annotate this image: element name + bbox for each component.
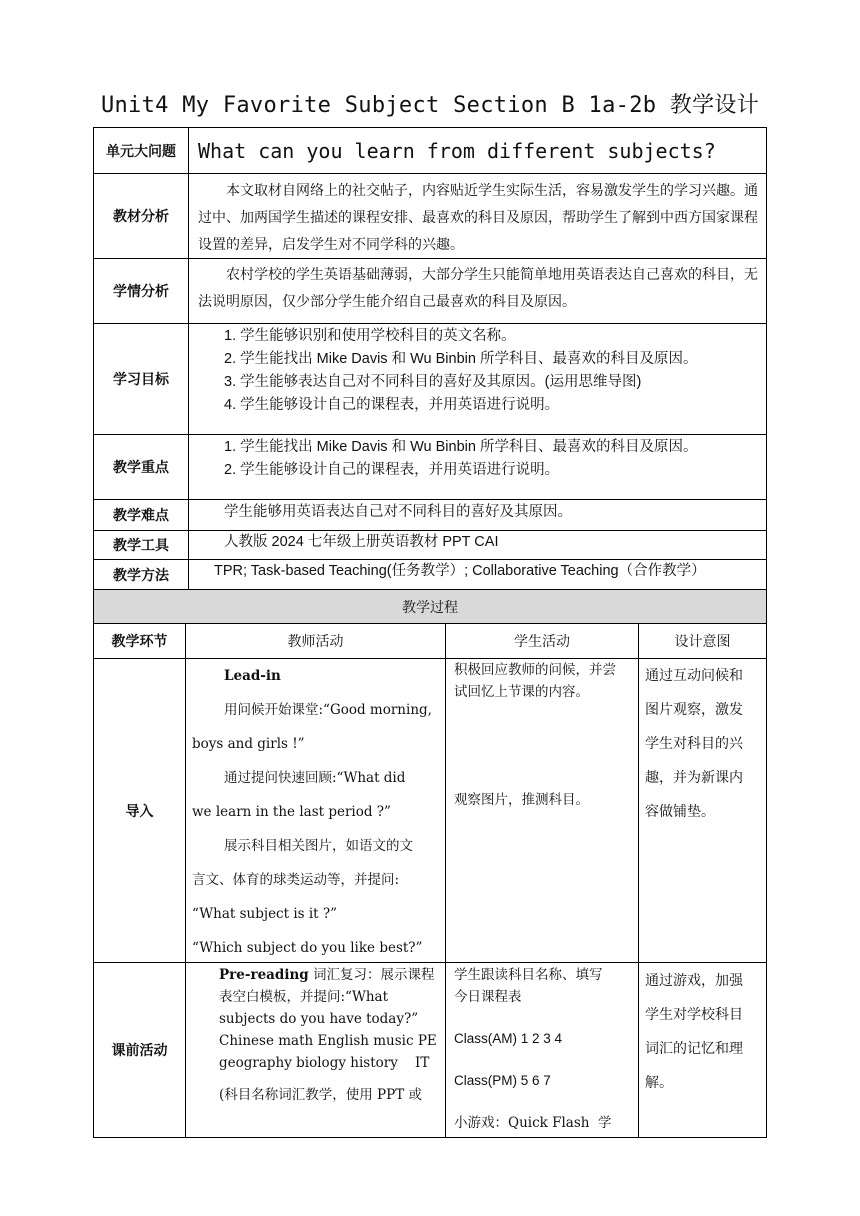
objectives-label: 学习目标: [93, 323, 189, 435]
student-analysis-label: 学情分析: [93, 258, 189, 324]
intent-line: 通过游戏，加强: [645, 973, 743, 989]
intent-line: 图片观察，激发: [645, 702, 743, 718]
intent-line: 学生对学校科目: [645, 1007, 743, 1023]
stage-pre-class: 课前活动: [93, 962, 186, 1138]
student-line: 学生跟读科目名称、填写: [454, 967, 603, 983]
column-header-intent: 设计意图: [638, 623, 767, 659]
teacher-line: Chinese math English music PE: [219, 1033, 437, 1049]
intent-line: 趣，并为新课内: [645, 770, 743, 786]
student-analysis-cell: [188, 258, 767, 324]
objective-item: 4. 学生能够设计自己的课程表，并用英语进行说明。: [224, 397, 560, 413]
intent-line: 通过互动问候和: [645, 668, 743, 684]
teacher-line: 展示科目相关图片，如语文的文: [224, 838, 413, 854]
student-line-game: 小游戏：Quick Flash 学: [454, 1115, 612, 1131]
objectives-cell: [188, 323, 767, 435]
intent-line: 词汇的记忆和理: [645, 1041, 743, 1057]
key-points-label: 教学重点: [93, 434, 189, 500]
pre-reading-tail: 词汇复习：展示课程: [308, 967, 435, 983]
objective-item: 1. 学生能够识别和使用学校科目的英文名称。: [224, 328, 516, 344]
key-point-item: 2. 学生能够设计自己的课程表，并用英语进行说明。: [224, 462, 560, 478]
lead-in-heading: Lead-in: [224, 668, 281, 684]
teacher-line: geography biology history IT: [219, 1055, 430, 1071]
teacher-line: boys and girls !”: [192, 736, 305, 752]
material-analysis-label: 教材分析: [93, 173, 189, 259]
intent-line: 解。: [645, 1075, 673, 1091]
tools-cell: [188, 530, 767, 560]
tools-text: 人教版 2024 七年级上册英语教材 PPT CAI: [224, 534, 499, 550]
methods-cell: [188, 559, 767, 590]
pre-reading-heading: Pre-reading: [219, 967, 309, 983]
objective-item: 2. 学生能找出 Mike Davis 和 Wu Binbin 所学科目、最喜欢的科目及原因。: [224, 351, 698, 367]
teacher-line: subjects do you have today?”: [219, 1011, 419, 1027]
objective-item: 3. 学生能够表达自己对不同科目的喜好及其原因。(运用思维导图): [224, 374, 642, 390]
column-header-teacher: 教师活动: [185, 623, 446, 659]
material-analysis-cell: [188, 173, 767, 259]
difficulty-text: 学生能够用英语表达自己对不同科目的喜好及其原因。: [224, 504, 572, 520]
intent-line: 学生对科目的兴: [645, 736, 743, 752]
unit-question-value: What can you learn from different subjects?: [188, 127, 767, 174]
teacher-line: 通过提问快速回顾:“What did: [224, 770, 406, 786]
column-header-student: 学生活动: [445, 623, 639, 659]
teacher-activity-pre-class: [185, 962, 446, 1138]
unit-question-label: 单元大问题: [93, 127, 189, 174]
intent-pre-class: [638, 962, 767, 1138]
student-activity-pre-class: [445, 962, 639, 1138]
teacher-line: (科目名称词汇教学，使用 PPT 或: [219, 1087, 423, 1103]
intent-lead-in: [638, 658, 767, 963]
difficulty-label: 教学难点: [93, 499, 189, 531]
student-line: 积极回应教师的问候，并尝: [454, 662, 616, 678]
tools-label: 教学工具: [93, 530, 189, 560]
teacher-line: “What subject is it ?”: [192, 906, 338, 922]
difficulty-cell: [188, 499, 767, 531]
student-analysis-text: 农村学校的学生英语基础薄弱，大部分学生只能简单地用英语表达自己喜欢的科目，无法说明原因，仅少部分学生能介绍自己最喜欢的科目及原因。: [198, 267, 758, 310]
student-line: 今日课程表: [454, 989, 522, 1005]
student-line-pm: Class(PM) 5 6 7: [454, 1073, 551, 1088]
column-header-stage: 教学环节: [93, 623, 186, 659]
teacher-line: 表空白模板，并提问:“What: [219, 989, 388, 1005]
process-header: 教学过程: [93, 589, 767, 624]
teacher-line: 用问候开始课堂:“Good morning,: [224, 702, 432, 718]
student-line: 试回忆上节课的内容。: [454, 684, 589, 700]
teacher-line: “Which subject do you like best?”: [192, 940, 423, 956]
stage-lead-in: 导入: [93, 658, 186, 963]
material-analysis-text: 本文取材自网络上的社交帖子，内容贴近学生实际生活，容易激发学生的学习兴趣。通过中、加两国学生描述的课程安排、最喜欢的科目及原因，帮助学生了解到中西方国家课程设置的差异，启发学生对不同学科的兴趣。: [198, 183, 758, 253]
methods-text: TPR; Task-based Teaching(任务教学）; Collaborative Teaching（合作教学）: [214, 563, 706, 579]
student-line: 观察图片，推测科目。: [454, 792, 589, 808]
page-title: Unit4 My Favorite Subject Section B 1a-2b 教学设计: [100, 93, 760, 118]
teacher-line: we learn in the last period ?”: [192, 804, 391, 820]
key-point-item: 1. 学生能找出 Mike Davis 和 Wu Binbin 所学科目、最喜欢的科目及原因。: [224, 439, 698, 455]
key-points-cell: [188, 434, 767, 500]
teacher-activity-lead-in: [185, 658, 446, 963]
teacher-line: 言文、体育的球类运动等，并提问:: [192, 872, 400, 888]
intent-line: 容做铺垫。: [645, 804, 715, 820]
student-line-am: Class(AM) 1 2 3 4: [454, 1031, 563, 1046]
pre-reading-line: [186, 964, 445, 986]
student-activity-lead-in: [445, 658, 639, 963]
methods-label: 教学方法: [93, 559, 189, 590]
